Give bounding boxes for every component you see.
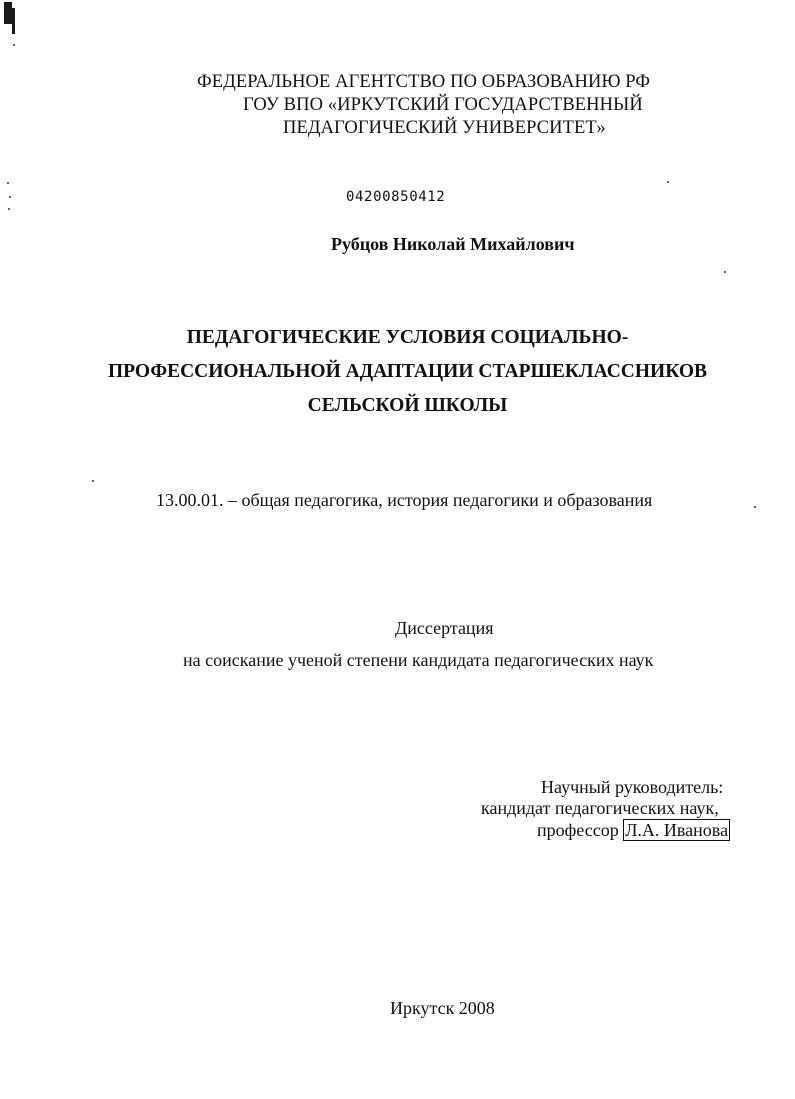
- scan-speck: [724, 271, 726, 273]
- title-line-2: ПРОФЕССИОНАЛЬНОЙ АДАПТАЦИИ СТАРШЕКЛАССНИКОВ: [107, 361, 708, 382]
- dissertation-purpose: на соискание ученой степени кандидата педагогических наук: [183, 650, 654, 670]
- scan-speck: [7, 182, 9, 184]
- header-line-2: ГОУ ВПО «ИРКУТСКИЙ ГОСУДАРСТВЕННЫЙ: [243, 95, 643, 115]
- title-line-3: СЕЛЬСКОЙ ШКОЛЫ: [307, 395, 508, 416]
- supervisor-title-prefix: профессор: [537, 820, 619, 840]
- scan-speck: [667, 181, 669, 183]
- scan-edge-mark: [12, 8, 15, 34]
- header-line-1: ФЕДЕРАЛЬНОЕ АГЕНТСТВО ПО ОБРАЗОВАНИЮ РФ: [197, 72, 651, 92]
- supervisor-label: Научный руководитель:: [541, 777, 724, 797]
- scan-speck: [13, 44, 15, 46]
- scan-speck: [9, 196, 11, 198]
- supervisor-degree: кандидат педагогических наук,: [481, 798, 719, 818]
- title-line-1: ПЕДАГОГИЧЕСКИЕ УСЛОВИЯ СОЦИАЛЬНО-: [186, 327, 629, 348]
- specialty-code: 13.00.01. – общая педагогика, история педагогики и образования: [156, 490, 653, 510]
- dissertation-label: Диссертация: [395, 618, 494, 638]
- header-line-3: ПЕДАГОГИЧЕСКИЙ УНИВЕРСИТЕТ»: [283, 118, 606, 138]
- supervisor-name-stamp: Л.А. Иванова: [625, 820, 729, 840]
- scan-speck: [754, 506, 756, 508]
- scan-edge-mark: [4, 2, 12, 24]
- scan-speck: [8, 208, 10, 210]
- city-year: Иркутск 2008: [390, 998, 495, 1018]
- supervisor-title-row: [537, 819, 730, 841]
- scan-speck: [92, 480, 94, 482]
- catalog-code: 04200850412: [346, 189, 446, 205]
- author-name: Рубцов Николай Михайлович: [331, 234, 575, 254]
